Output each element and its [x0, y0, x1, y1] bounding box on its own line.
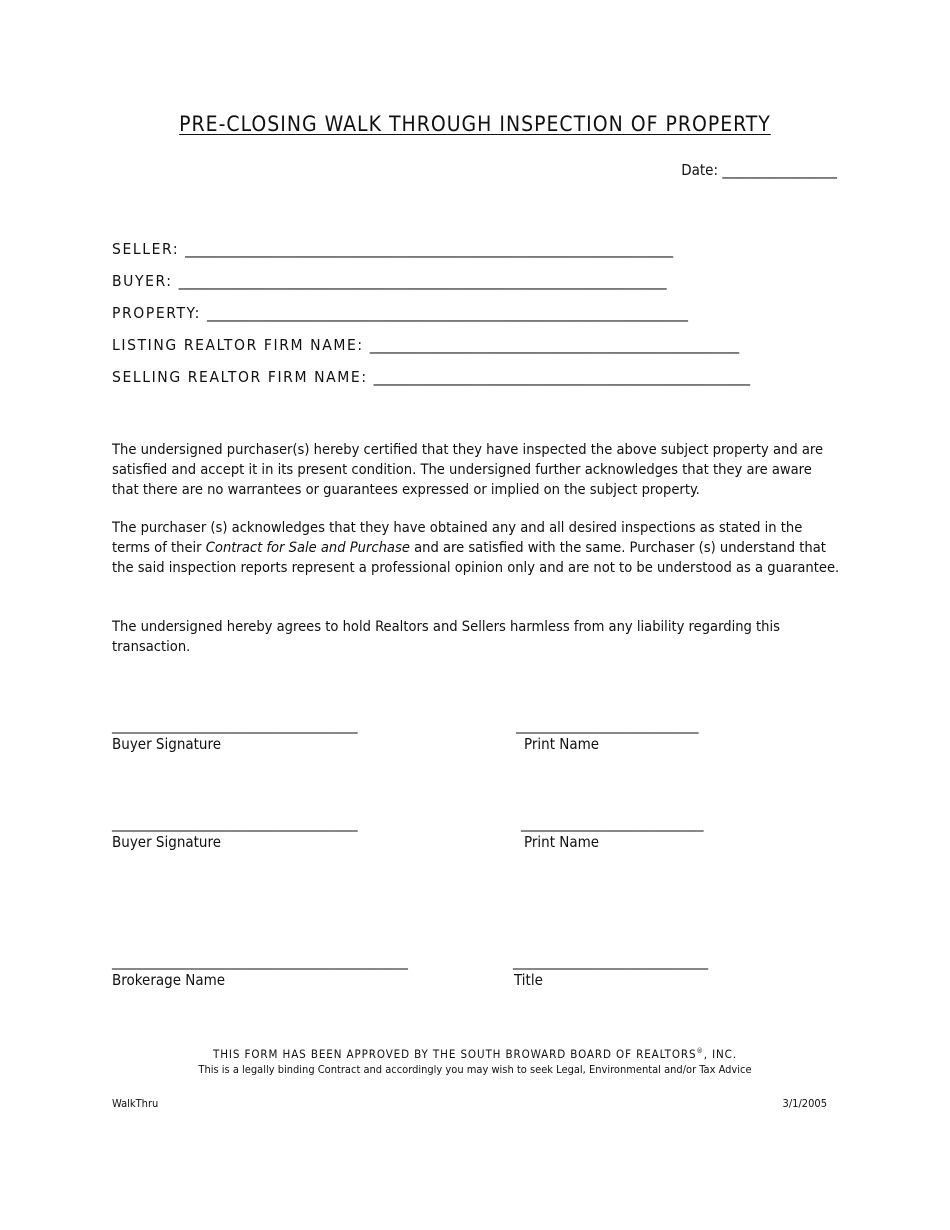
selling-realtor-field[interactable] [112, 368, 750, 386]
property-line: _____________________________________________________________________ [206, 304, 688, 322]
seller-line: ______________________________________________________________________ [185, 240, 674, 258]
certification-paragraph: The undersigned purchaser(s) hereby certified that they have inspected the above subject property and are satisfied and accept it in its present condition. The undersigned further acknowledges that they are aware that there are no warrantees or guarantees expressed or implied on the subject property. [112, 441, 824, 498]
contract-title: Contract for Sale and Purchase [205, 538, 410, 556]
brokerage-name-label: Brokerage Name [112, 971, 226, 989]
print-name-line-1[interactable]: _____________________________ [516, 718, 699, 734]
form-date: 3/1/2005 [782, 1097, 827, 1110]
buyer-signature-line-2[interactable]: _______________________________________ [112, 816, 358, 832]
buyer-line: ______________________________________________________________________ [178, 272, 667, 290]
form-code: WalkThru [112, 1097, 159, 1110]
print-name-line-2[interactable]: _____________________________ [521, 816, 704, 832]
listing-realtor-label: LISTING REALTOR FIRM NAME: [112, 336, 364, 354]
date-label: Date: [681, 161, 719, 179]
inspection-text-end: and are satisfied with the same. Purchaser (s) understand that the said inspection reports represent a professional opinion only and are not to be understood as a guarantee. [112, 538, 840, 576]
property-field[interactable] [112, 304, 688, 322]
selling-realtor-label: SELLING REALTOR FIRM NAME: [112, 368, 368, 386]
print-name-label-2: Print Name [524, 833, 600, 851]
listing-realtor-line: _____________________________________________________ [369, 336, 740, 354]
selling-realtor-line: ______________________________________________________ [373, 368, 751, 386]
approval-inc: , INC. [703, 1047, 737, 1061]
buyer-signature-label-2: Buyer Signature [112, 833, 222, 851]
inspection-paragraph [112, 518, 840, 577]
buyer-signature-label-1: Buyer Signature [112, 735, 222, 753]
legal-advice-notice: This is a legally binding Contract and accordingly you may wish to seek Legal, Environmental and/or Tax Advice [198, 1063, 752, 1076]
print-name-label-1: Print Name [524, 735, 600, 753]
inspection-text-start: The purchaser (s) acknowledges that they have obtained any and all desired inspections as stated in the terms of their [112, 519, 803, 556]
approval-notice [0, 1047, 950, 1061]
property-label: PROPERTY: [112, 304, 201, 322]
title-line[interactable]: _______________________________ [513, 954, 709, 970]
brokerage-name-line[interactable]: _______________________________________________ [112, 954, 408, 970]
buyer-signature-line-1[interactable]: _______________________________________ [112, 718, 358, 734]
buyer-label: BUYER: [112, 272, 173, 290]
liability-paragraph: The undersigned hereby agrees to hold Realtors and Sellers harmless from any liability regarding this transaction. [112, 618, 780, 655]
date-line: _________________ [722, 161, 837, 179]
approval-text: THIS FORM HAS BEEN APPROVED BY THE SOUTH BROWARD BOARD OF REALTORS [213, 1047, 697, 1061]
listing-realtor-field[interactable] [112, 336, 739, 354]
date-field[interactable] [681, 161, 837, 179]
title-label: Title [514, 971, 543, 989]
buyer-field[interactable] [112, 272, 667, 290]
registered-mark: ® [696, 1047, 704, 1056]
seller-label: SELLER: [112, 240, 180, 258]
page-title: PRE-CLOSING WALK THROUGH INSPECTION OF PROPERTY [179, 112, 771, 136]
seller-field[interactable] [112, 240, 673, 258]
